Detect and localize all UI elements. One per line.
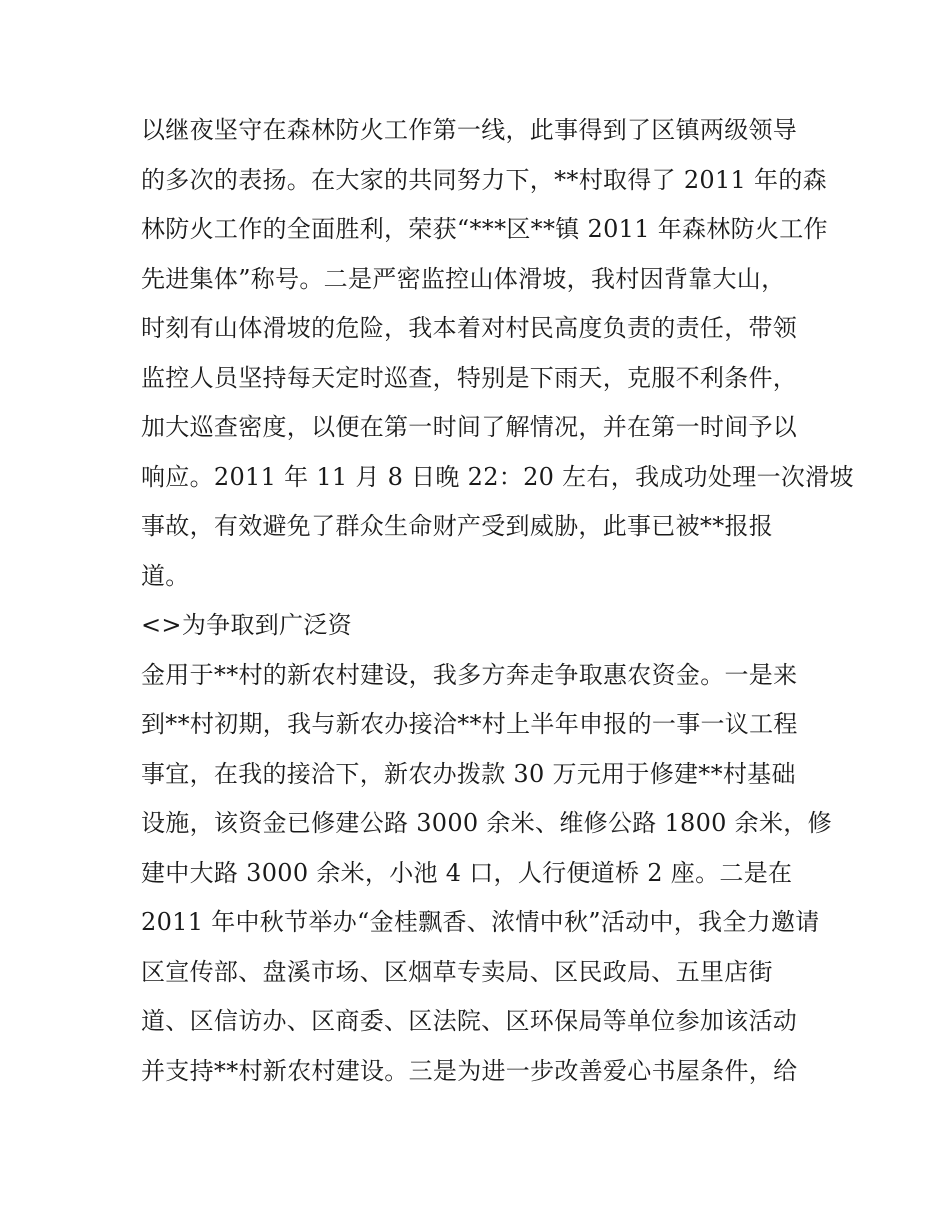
text-line: 事宜，在我的接洽下，新农办拨款 30 万元用于修建**村基础 <box>141 759 796 788</box>
text-line: 设施，该资金已修建公路 3000 余米、维修公路 1800 余米，修 <box>141 809 832 837</box>
text-line: <>为争取到广泛资 <box>141 611 352 639</box>
text-line: 监控人员坚持每天定时巡查，特别是下雨天，克服不利条件， <box>141 363 798 392</box>
text-line: 先进集体”称号。二是严密监控山体滑坡，我村因背靠大山， <box>141 264 786 293</box>
text-line: 到**村初期，我与新农办接洽**村上半年申报的一事一议工程 <box>141 710 798 738</box>
text-line: 区宣传部、盘溪市场、区烟草专卖局、区民政局、五里店街 <box>141 957 773 986</box>
text-line: 林防火工作的全面胜利，荣获“***区**镇 2011 年森林防火工作 <box>141 215 828 243</box>
text-line: 并支持**村新农村建设。三是为进一步改善爱心书屋条件，给 <box>141 1056 798 1085</box>
text-line: 时刻有山体滑坡的危险，我本着对村民高度负责的责任，带领 <box>141 314 798 342</box>
text-line: 事故，有效避免了群众生命财产受到威胁，此事已被**报报 <box>141 512 774 540</box>
text-line: 的多次的表扬。在大家的共同努力下，**村取得了 2011 年的森 <box>141 165 827 194</box>
text-line: 道、区信访办、区商委、区法院、区环保局等单位参加该活动 <box>141 1007 798 1035</box>
text-line: 2011 年中秋节举办“金桂飘香、浓情中秋”活动中，我全力邀请 <box>141 908 820 936</box>
text-line: 道。 <box>141 561 190 590</box>
text-line: 响应。2011 年 11 月 8 日晚 22：20 左右，我成功处理一次滑坡 <box>141 462 854 491</box>
document-body <box>141 106 854 1096</box>
text-line: 加大巡查密度，以便在第一时间了解情况，并在第一时间予以 <box>141 413 798 441</box>
text-line: 建中大路 3000 余米，小池 4 口，人行便道桥 2 座。二是在 <box>141 858 793 887</box>
text-line: 金用于**村的新农村建设，我多方奔走争取惠农资金。一是来 <box>141 660 798 689</box>
text-line: 以继夜坚守在森林防火工作第一线，此事得到了区镇两级领导 <box>141 116 798 144</box>
